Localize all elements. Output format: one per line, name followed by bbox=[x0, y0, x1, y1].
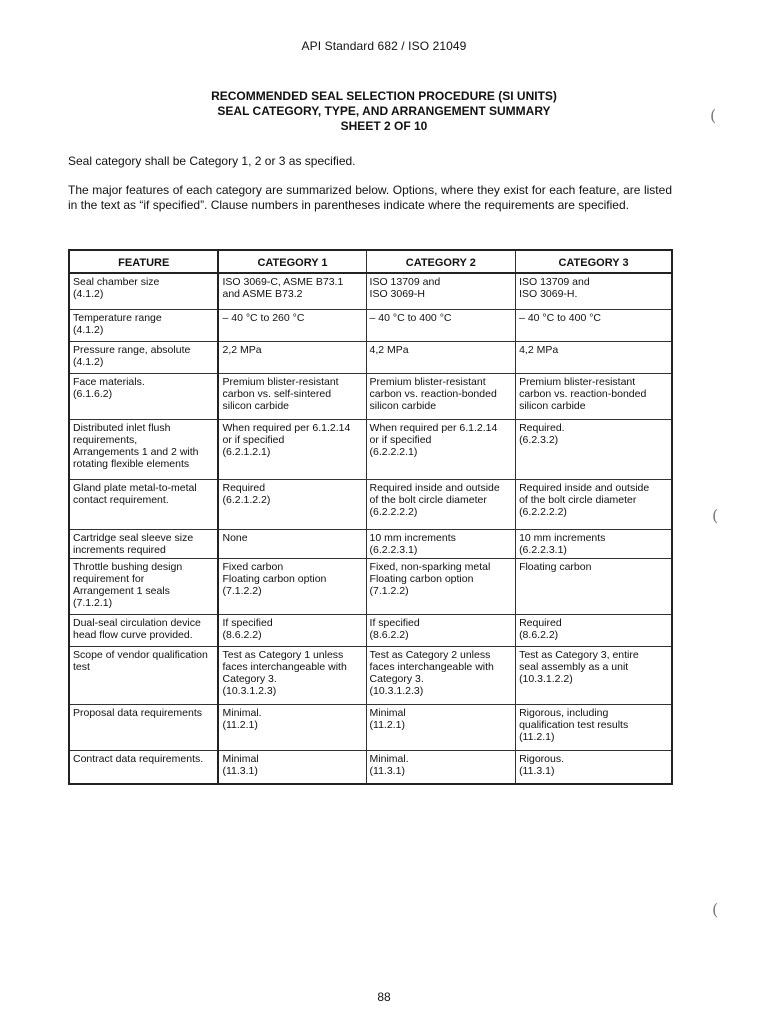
category-3-cell: Required inside and outside of the bolt circle diameter (6.2.2.2.2) bbox=[516, 479, 672, 529]
category-3-cell: Rigorous, including qualification test results (11.2.1) bbox=[516, 704, 672, 750]
category-1-cell: Premium blister-resistant carbon vs. self-sintered silicon carbide bbox=[218, 373, 366, 419]
category-2-cell: – 40 °C to 400 °C bbox=[366, 309, 516, 341]
table-row bbox=[69, 373, 672, 419]
table-row bbox=[69, 704, 672, 750]
category-2-cell: Test as Category 2 unless faces interchangeable with Category 3. (10.3.1.2.3) bbox=[366, 646, 516, 704]
table-row bbox=[69, 309, 672, 341]
category-2-cell: When required per 6.1.2.14 or if specified (6.2.2.2.1) bbox=[366, 419, 516, 479]
table-row bbox=[69, 419, 672, 479]
category-1-cell: Fixed carbon Floating carbon option (7.1.2.2) bbox=[218, 558, 366, 614]
category-2-cell: ISO 13709 and ISO 3069-H bbox=[366, 273, 516, 309]
category-3-cell: 4,2 MPa bbox=[516, 341, 672, 373]
header-category-1: CATEGORY 1 bbox=[218, 250, 366, 273]
category-3-cell: Required. (6.2.3.2) bbox=[516, 419, 672, 479]
category-3-cell: – 40 °C to 400 °C bbox=[516, 309, 672, 341]
category-2-cell: If specified (8.6.2.2) bbox=[366, 614, 516, 646]
category-1-cell: – 40 °C to 260 °C bbox=[218, 309, 366, 341]
table-row bbox=[69, 558, 672, 614]
category-3-cell: Floating carbon bbox=[516, 558, 672, 614]
feature-cell: Face materials. (6.1.6.2) bbox=[69, 373, 218, 419]
seal-category-table bbox=[68, 249, 673, 785]
feature-cell: Proposal data requirements bbox=[69, 704, 218, 750]
category-1-cell: ISO 3069-C, ASME B73.1 and ASME B73.2 bbox=[218, 273, 366, 309]
margin-mark: ( bbox=[710, 106, 717, 125]
category-2-cell: 4,2 MPa bbox=[366, 341, 516, 373]
feature-cell: Throttle bushing design requirement for Arrangement 1 seals (7.1.2.1) bbox=[69, 558, 218, 614]
category-1-cell: Minimal. (11.2.1) bbox=[218, 704, 366, 750]
category-2-cell: Premium blister-resistant carbon vs. reaction-bonded silicon carbide bbox=[366, 373, 516, 419]
table-row bbox=[69, 479, 672, 529]
category-2-cell: 10 mm increments (6.2.2.3.1) bbox=[366, 529, 516, 558]
feature-cell: Dual-seal circulation device head flow curve provided. bbox=[69, 614, 218, 646]
header-category-3: CATEGORY 3 bbox=[516, 250, 672, 273]
title-line-2: SEAL CATEGORY, TYPE, AND ARRANGEMENT SUMMARY bbox=[217, 104, 551, 118]
header-category-2: CATEGORY 2 bbox=[366, 250, 516, 273]
feature-cell: Gland plate metal-to-metal contact requirement. bbox=[69, 479, 218, 529]
table-row bbox=[69, 646, 672, 704]
category-3-cell: Premium blister-resistant carbon vs. reaction-bonded silicon carbide bbox=[516, 373, 672, 419]
category-3-cell: 10 mm increments (6.2.2.3.1) bbox=[516, 529, 672, 558]
category-1-cell: Minimal (11.3.1) bbox=[218, 750, 366, 784]
category-1-cell: 2,2 MPa bbox=[218, 341, 366, 373]
table-body bbox=[69, 273, 672, 784]
features-paragraph: The major features of each category are summarized below. Options, where they exist for each feature, are listed in the text as “if specified”. Clause numbers in parentheses indicate where the requirements are specified. bbox=[68, 183, 672, 212]
category-3-cell: Rigorous. (11.3.1) bbox=[516, 750, 672, 784]
table-row bbox=[69, 529, 672, 558]
category-2-cell: Required inside and outside of the bolt circle diameter (6.2.2.2.2) bbox=[366, 479, 516, 529]
category-1-cell: Required (6.2.1.2.2) bbox=[218, 479, 366, 529]
table-row bbox=[69, 273, 672, 309]
table-row bbox=[69, 750, 672, 784]
feature-cell: Distributed inlet flush requirements, Arrangements 1 and 2 with rotating flexible elements bbox=[69, 419, 218, 479]
feature-cell: Seal chamber size (4.1.2) bbox=[69, 273, 218, 309]
document-header: API Standard 682 / ISO 21049 bbox=[301, 39, 467, 53]
intro-paragraph: Seal category shall be Category 1, 2 or 3 as specified. bbox=[68, 154, 356, 168]
feature-cell: Cartridge seal sleeve size increments required bbox=[69, 529, 218, 558]
feature-cell: Temperature range (4.1.2) bbox=[69, 309, 218, 341]
table-row bbox=[69, 614, 672, 646]
margin-mark: ( bbox=[712, 900, 719, 919]
title-line-1: RECOMMENDED SEAL SELECTION PROCEDURE (SI UNITS) bbox=[211, 89, 557, 103]
category-2-cell: Fixed, non-sparking metal Floating carbon option (7.1.2.2) bbox=[366, 558, 516, 614]
category-2-cell: Minimal. (11.3.1) bbox=[366, 750, 516, 784]
feature-cell: Scope of vendor qualification test bbox=[69, 646, 218, 704]
title-line-3: SHEET 2 OF 10 bbox=[340, 119, 428, 133]
table-row bbox=[69, 341, 672, 373]
category-3-cell: ISO 13709 and ISO 3069-H. bbox=[516, 273, 672, 309]
category-3-cell: Required (8.6.2.2) bbox=[516, 614, 672, 646]
feature-cell: Pressure range, absolute (4.1.2) bbox=[69, 341, 218, 373]
feature-cell: Contract data requirements. bbox=[69, 750, 218, 784]
category-1-cell: When required per 6.1.2.14 or if specified (6.2.1.2.1) bbox=[218, 419, 366, 479]
category-2-cell: Minimal (11.2.1) bbox=[366, 704, 516, 750]
category-1-cell: If specified (8.6.2.2) bbox=[218, 614, 366, 646]
category-3-cell: Test as Category 3, entire seal assembly as a unit (10.3.1.2.2) bbox=[516, 646, 672, 704]
table-header-row bbox=[69, 250, 672, 273]
margin-mark: ( bbox=[712, 506, 719, 525]
category-1-cell: Test as Category 1 unless faces interchangeable with Category 3. (10.3.1.2.3) bbox=[218, 646, 366, 704]
category-1-cell: None bbox=[218, 529, 366, 558]
page-number: 88 bbox=[377, 990, 391, 1004]
header-feature: FEATURE bbox=[69, 250, 218, 273]
